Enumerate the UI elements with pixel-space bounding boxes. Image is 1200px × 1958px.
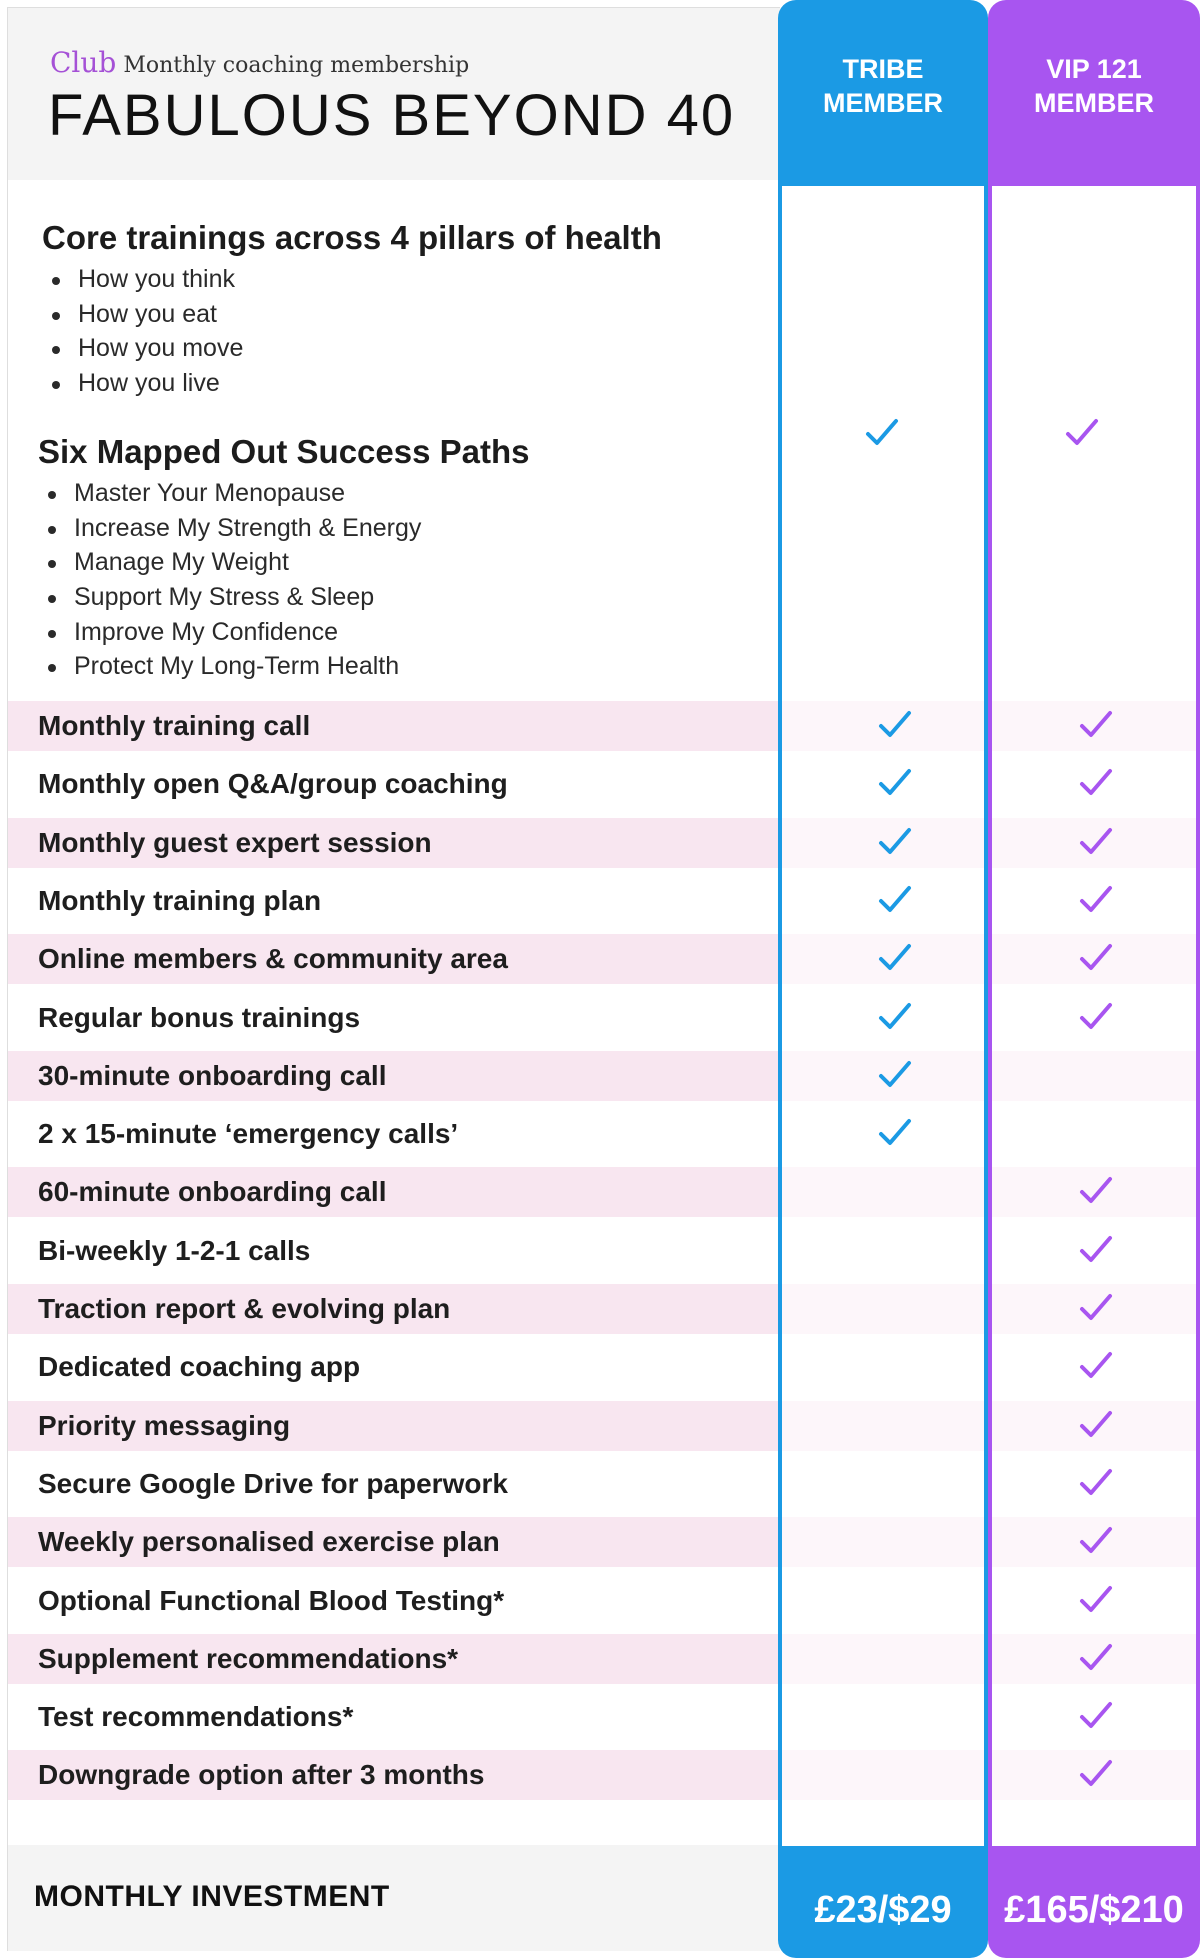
feature-label: Monthly open Q&A/group coaching xyxy=(38,768,508,799)
row-tint xyxy=(782,1634,984,1684)
tribe-title-line2: MEMBER xyxy=(823,88,943,118)
row-tint xyxy=(782,1284,984,1334)
tribe-check-icon xyxy=(878,1002,912,1032)
vip-check-icon xyxy=(1079,1759,1113,1789)
feature-label: Monthly training call xyxy=(38,710,311,741)
vip-check-icon xyxy=(1079,1526,1113,1556)
vip-check-icon xyxy=(1079,768,1113,798)
feature-label: Traction report & evolving plan xyxy=(38,1293,451,1324)
vip-title-line1: VIP 121 xyxy=(1046,54,1142,84)
page-title: FABULOUS BEYOND 40 xyxy=(48,83,736,148)
tribe-check-icon xyxy=(878,943,912,973)
list-item: Improve My Confidence xyxy=(42,615,421,650)
tribe-check-icon xyxy=(878,768,912,798)
monthly-investment-label: MONTHLY INVESTMENT xyxy=(34,1880,390,1913)
list-item: Increase My Strength & Energy xyxy=(42,511,421,546)
list-item: How you think xyxy=(46,262,243,297)
vip-plan-title xyxy=(988,52,1200,120)
feature-label: Bi-weekly 1-2-1 calls xyxy=(38,1235,311,1266)
vip-check-icon xyxy=(1079,1351,1113,1381)
vip-price: £165/$210 xyxy=(1004,1889,1184,1931)
vip-check-icon xyxy=(1079,1643,1113,1673)
feature-label: Monthly guest expert session xyxy=(38,827,432,858)
tribe-title-line1: TRIBE xyxy=(842,54,924,84)
tribe-price: £23/$29 xyxy=(814,1889,952,1931)
feature-label: Priority messaging xyxy=(38,1410,291,1441)
vip-check-icon xyxy=(1079,1585,1113,1615)
list-item: Protect My Long-Term Health xyxy=(42,649,421,684)
row-tint xyxy=(992,1051,1196,1101)
row-tint xyxy=(782,1750,984,1800)
tribe-check-icon xyxy=(865,418,899,448)
list-item: How you live xyxy=(46,366,243,401)
brand-subtitle xyxy=(50,46,469,79)
vip-check-icon xyxy=(1079,1468,1113,1498)
feature-label: Optional Functional Blood Testing* xyxy=(38,1585,505,1616)
vip-check-icon xyxy=(1079,1002,1113,1032)
tribe-check-icon xyxy=(878,1060,912,1090)
feature-label: Dedicated coaching app xyxy=(38,1351,361,1382)
vip-check-icon xyxy=(1079,1235,1113,1265)
list-item: Master Your Menopause xyxy=(42,476,421,511)
tribe-check-icon xyxy=(878,827,912,857)
success-paths-title: Six Mapped Out Success Paths xyxy=(38,433,530,470)
subtitle-text: Monthly coaching membership xyxy=(123,53,470,78)
vip-check-icon xyxy=(1079,1410,1113,1440)
feature-label: 60-minute onboarding call xyxy=(38,1176,387,1207)
vip-check-icon xyxy=(1079,1701,1113,1731)
feature-label: Weekly personalised exercise plan xyxy=(38,1526,500,1557)
feature-label: Downgrade option after 3 months xyxy=(38,1759,485,1790)
vip-check-icon xyxy=(1079,710,1113,740)
feature-label: Test recommendations* xyxy=(38,1701,354,1732)
feature-label: Supplement recommendations* xyxy=(38,1643,459,1674)
feature-label: 2 x 15-minute ‘emergency calls’ xyxy=(38,1118,459,1149)
feature-label: 30-minute onboarding call xyxy=(38,1060,387,1091)
tribe-check-icon xyxy=(878,1118,912,1148)
tribe-plan-title xyxy=(778,52,988,120)
row-tint xyxy=(782,1517,984,1567)
core-trainings-list xyxy=(46,262,243,401)
vip-title-line2: MEMBER xyxy=(1034,88,1154,118)
vip-check-icon xyxy=(1065,418,1099,448)
list-item: Support My Stress & Sleep xyxy=(42,580,421,615)
core-trainings-title: Core trainings across 4 pillars of health xyxy=(42,219,662,256)
feature-label: Regular bonus trainings xyxy=(38,1002,361,1033)
vip-check-icon xyxy=(1079,943,1113,973)
vip-check-icon xyxy=(1079,1176,1113,1206)
vip-check-icon xyxy=(1079,1293,1113,1323)
vip-check-icon xyxy=(1079,885,1113,915)
row-tint xyxy=(782,1401,984,1451)
feature-label: Monthly training plan xyxy=(38,885,322,916)
vip-check-icon xyxy=(1079,827,1113,857)
row-tint xyxy=(782,1167,984,1217)
tribe-check-icon xyxy=(878,885,912,915)
list-item: Manage My Weight xyxy=(42,545,421,580)
club-wordmark: Club xyxy=(50,46,117,79)
feature-label: Secure Google Drive for paperwork xyxy=(38,1468,508,1499)
feature-label: Online members & community area xyxy=(38,943,508,974)
success-paths-list xyxy=(42,476,421,684)
tribe-check-icon xyxy=(878,710,912,740)
list-item: How you eat xyxy=(46,297,243,332)
list-item: How you move xyxy=(46,331,243,366)
